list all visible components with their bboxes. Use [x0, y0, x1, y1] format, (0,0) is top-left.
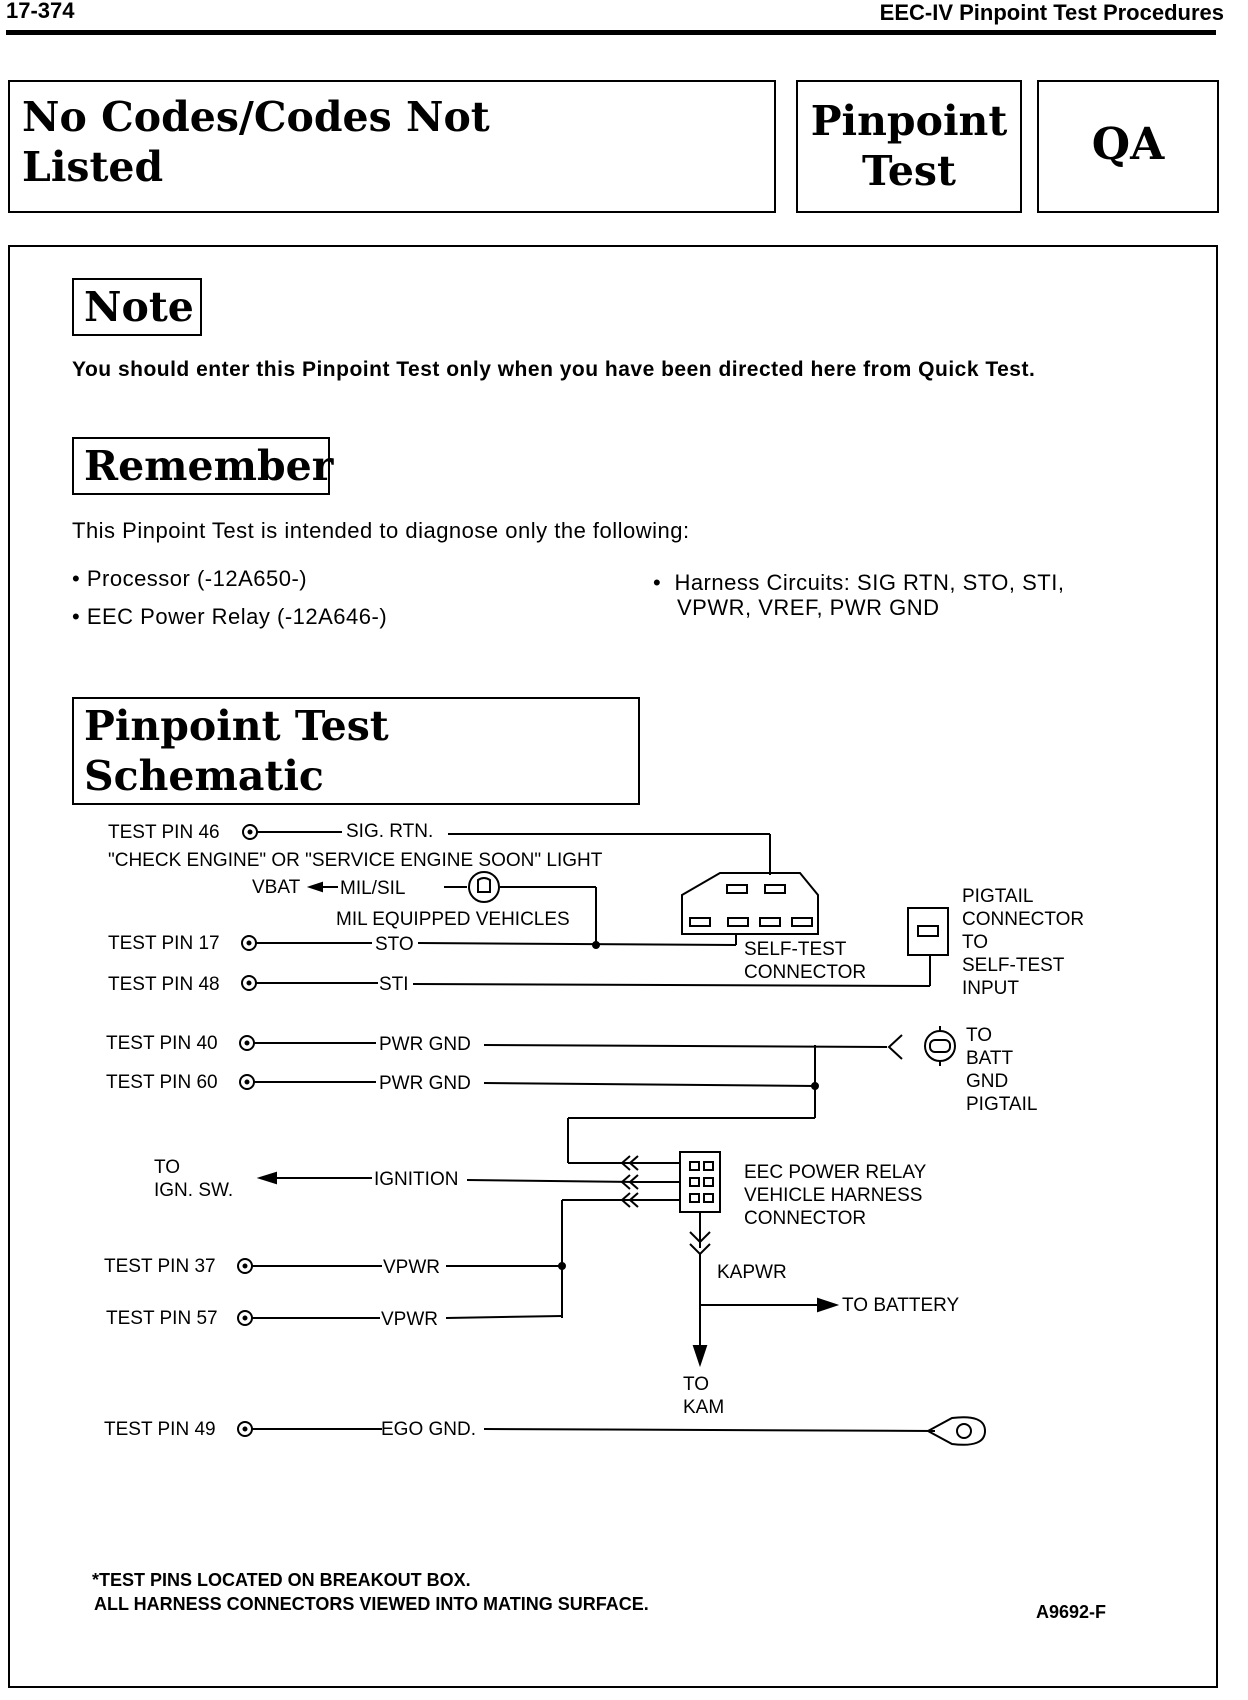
- test-pin-46-label: TEST PIN 46: [108, 822, 220, 843]
- sig-rtn-label: SIG. RTN.: [346, 821, 434, 842]
- ign-sw-label-1: TO: [154, 1157, 181, 1178]
- test-pin-57-label: TEST PIN 57: [106, 1308, 218, 1329]
- kapwr-label: KAPWR: [717, 1262, 787, 1283]
- note-heading: Note: [72, 278, 202, 336]
- relay-label-3: CONNECTOR: [744, 1208, 867, 1229]
- figure-id: A9692-F: [1036, 1602, 1107, 1622]
- remember-intro: This Pinpoint Test is intended to diagnose only the following:: [72, 518, 690, 543]
- pwr-gnd-1-label: PWR GND: [379, 1034, 471, 1055]
- pigtail-label-2: CONNECTOR: [962, 909, 1085, 930]
- pigtail-label-1: PIGTAIL: [962, 886, 1034, 907]
- ign-sw-label-2: IGN. SW.: [154, 1180, 234, 1201]
- check-engine-label: "CHECK ENGINE" OR "SERVICE ENGINE SOON" LIGHT: [108, 850, 603, 871]
- footnote-line-1: *TEST PINS LOCATED ON BREAKOUT BOX.: [92, 1570, 471, 1590]
- list-item: • Processor (-12A650-): [72, 566, 308, 591]
- test-code: QA: [1091, 119, 1165, 170]
- pigtail-label-5: INPUT: [962, 978, 1019, 999]
- schematic-heading: Pinpoint Test Schematic: [72, 697, 640, 805]
- relay-label-2: VEHICLE HARNESS: [744, 1185, 923, 1206]
- list-item: • Harness Circuits: SIG RTN, STO, STI, VPWR, VREF, PWR GND: [653, 570, 1065, 620]
- self-test-connector-label-2: CONNECTOR: [744, 962, 867, 983]
- test-pin-49-label: TEST PIN 49: [104, 1419, 216, 1440]
- remember-heading: Remember: [72, 437, 330, 495]
- test-type-label: Pinpoint Test: [810, 97, 1008, 195]
- sti-label: STI: [379, 974, 409, 995]
- self-test-connector-label-1: SELF-TEST: [744, 939, 847, 960]
- vbat-label: VBAT: [252, 877, 301, 898]
- footnote-line-2: ALL HARNESS CONNECTORS VIEWED INTO MATING SURFACE.: [94, 1594, 649, 1614]
- batt-gnd-label-3: GND: [966, 1071, 1009, 1092]
- batt-gnd-label-2: BATT: [966, 1048, 1014, 1069]
- test-pin-60-label: TEST PIN 60: [106, 1072, 218, 1093]
- to-kam-label-2: KAM: [683, 1397, 725, 1418]
- test-pin-37-label: TEST PIN 37: [104, 1256, 216, 1277]
- note-text: You should enter this Pinpoint Test only when you have been directed here from Quick Test.: [72, 358, 1036, 381]
- pigtail-label-3: TO: [962, 932, 989, 953]
- vpwr-1-label: VPWR: [383, 1257, 440, 1278]
- to-kam-label-1: TO: [683, 1374, 710, 1395]
- list-item: • EEC Power Relay (-12A646-): [72, 604, 388, 629]
- to-battery-label: TO BATTERY: [842, 1295, 960, 1316]
- pwr-gnd-2-label: PWR GND: [379, 1073, 471, 1094]
- sto-label: STO: [375, 934, 414, 955]
- batt-gnd-label-1: TO: [966, 1025, 993, 1046]
- test-pin-48-label: TEST PIN 48: [108, 974, 220, 995]
- ego-gnd-label: EGO GND.: [381, 1419, 477, 1440]
- page-title: No Codes/Codes Not Listed: [22, 93, 490, 191]
- vpwr-2-label: VPWR: [381, 1309, 438, 1330]
- relay-label-1: EEC POWER RELAY: [744, 1162, 927, 1183]
- section-title: EEC-IV Pinpoint Test Procedures: [879, 0, 1224, 25]
- pigtail-label-4: SELF-TEST: [962, 955, 1065, 976]
- mil-sil-label: MIL/SIL: [340, 878, 406, 899]
- ignition-label: IGNITION: [374, 1169, 459, 1190]
- mil-equipped-label: MIL EQUIPPED VEHICLES: [336, 909, 570, 930]
- batt-gnd-label-4: PIGTAIL: [966, 1094, 1038, 1115]
- test-pin-17-label: TEST PIN 17: [108, 933, 220, 954]
- test-pin-40-label: TEST PIN 40: [106, 1033, 218, 1054]
- page-number: 17-374: [6, 0, 75, 23]
